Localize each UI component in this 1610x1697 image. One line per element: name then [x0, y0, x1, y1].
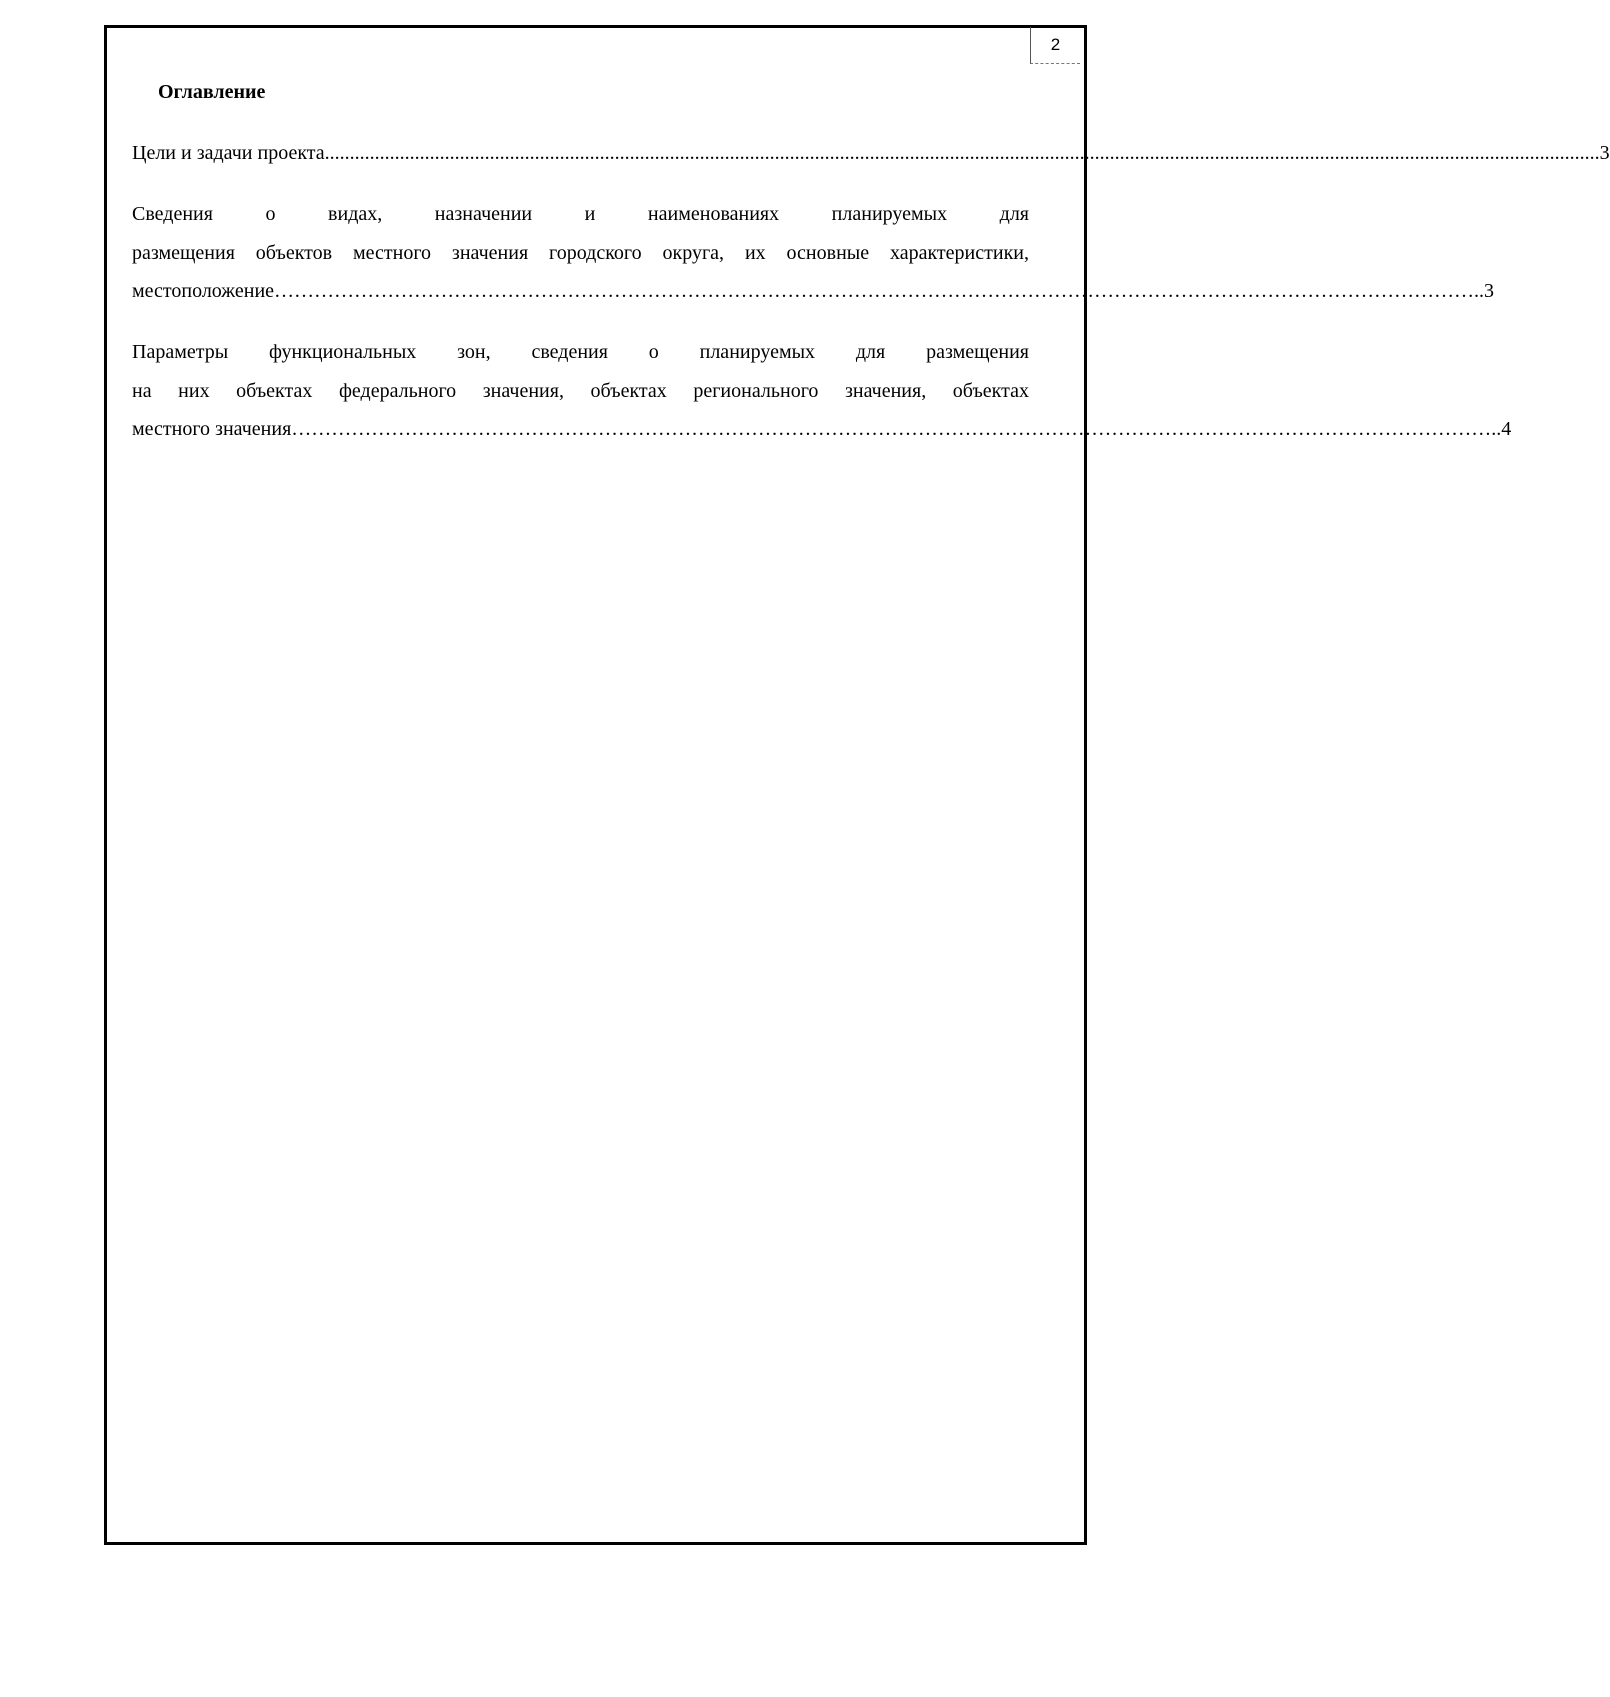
toc-entry-page: ..4 — [1491, 418, 1512, 440]
toc-leader-dots: .............................................................................................................................................................................................................................................................. — [324, 142, 1595, 164]
toc-leader-dots: ……………………………………………………………………………………………………………………………………………………………… — [274, 280, 1475, 302]
toc-entry-line: на них объектах федерального значения, объектах регионального значения, объектах — [132, 379, 1029, 402]
page-number: 2 — [1030, 27, 1080, 64]
toc-entry-objects-info[interactable] — [132, 195, 1495, 311]
toc-entry-line: Параметры функциональных зон, сведения о планируемых для размещения — [132, 341, 1029, 363]
toc-title: Оглавление — [158, 81, 266, 103]
toc-entry-line: размещения объектов местного значения городского округа, их основные характеристики, — [132, 241, 1029, 264]
toc-entry-text: Цели и задачи проекта — [132, 142, 325, 164]
toc-entry-page: ..3 — [1474, 280, 1495, 302]
toc-entry-goals[interactable] — [132, 134, 1610, 173]
toc-entry-zones-params[interactable] — [132, 333, 1512, 449]
toc-entry-line: Сведения о видах, назначении и наименованиях планируемых для — [132, 203, 1029, 225]
toc-entry-page: .3 — [1594, 142, 1610, 164]
toc-entry-text: местного значения — [132, 418, 292, 440]
toc-entry-text: местоположение — [132, 280, 275, 302]
toc-leader-dots: ……………………………………………………………………………………………………………………………………………………………… — [291, 418, 1492, 440]
